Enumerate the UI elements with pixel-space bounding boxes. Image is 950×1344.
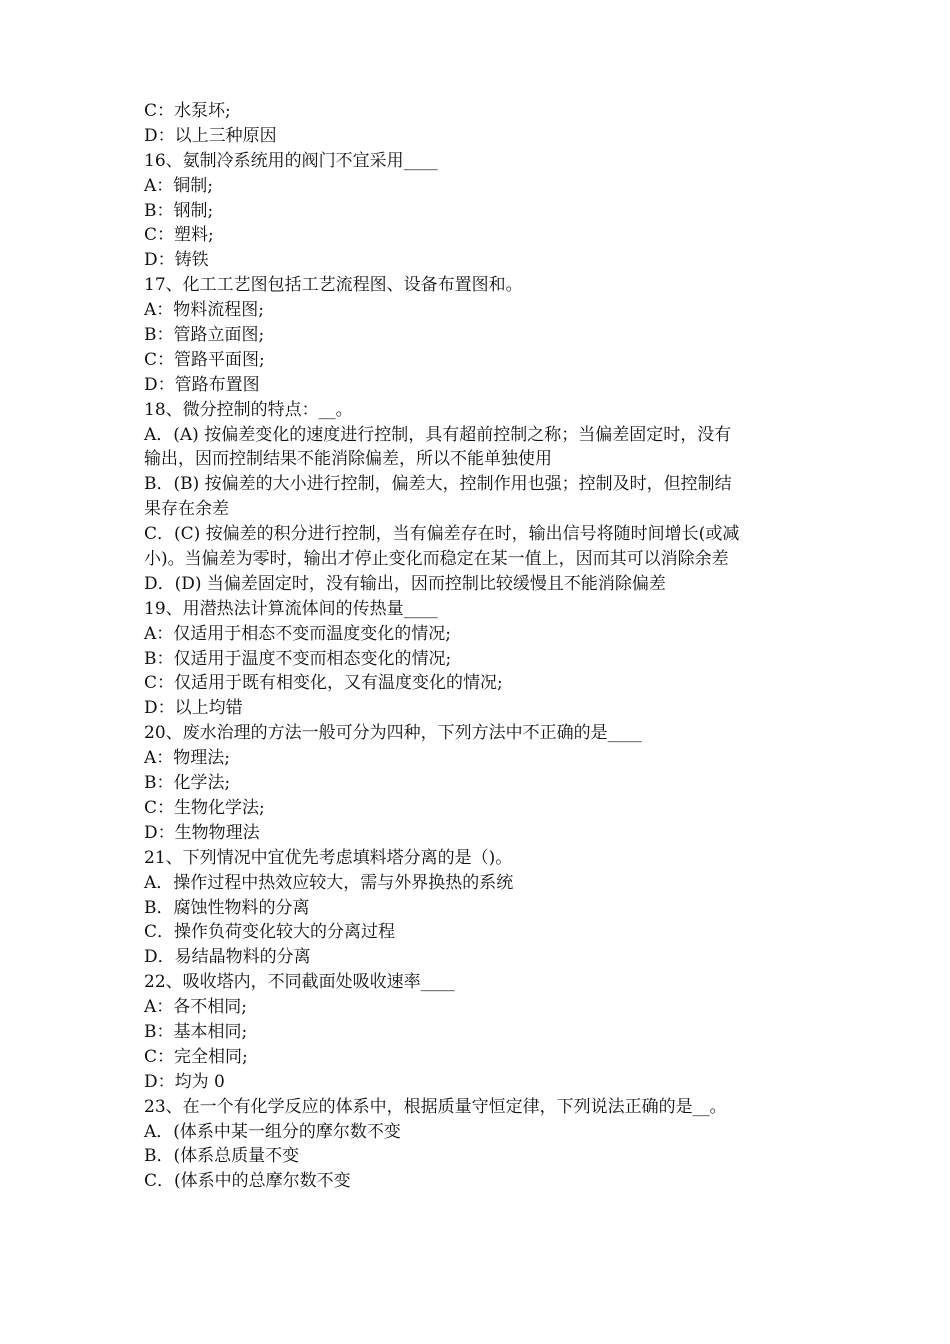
option-line: A：物理法; — [144, 748, 231, 769]
question-line: 17、化工工艺图包括工艺流程图、设备布置图和。 — [144, 275, 523, 296]
option-line: B：化学法; — [144, 773, 231, 794]
option-line: C：生物化学法; — [144, 797, 265, 818]
option-line: C：水泵坏; — [144, 101, 231, 121]
option-line: C．(C) 按偏差的积分进行控制，当有偏差存在时，输出信号将随时间增长(或减 — [144, 524, 740, 545]
option-line: A：铜制; — [144, 175, 214, 196]
option-line: B：基本相同; — [144, 1021, 248, 1042]
question-line: 23、在一个有化学反应的体系中，根据质量守恒定律，下列说法正确的是__。 — [144, 1096, 727, 1117]
option-line: C：塑料; — [144, 225, 214, 246]
question-line: 16、氨制冷系统用的阀门不宜采用____ — [144, 150, 438, 171]
question-line: 20、废水治理的方法一般可分为四种，下列方法中不正确的是____ — [144, 723, 642, 744]
option-line: C：仅适用于既有相变化，又有温度变化的情况; — [144, 673, 503, 694]
question-line: 21、下列情况中宜优先考虑填料塔分离的是（)。 — [144, 847, 513, 868]
option-line: C．(体系中的总摩尔数不变 — [144, 1171, 351, 1192]
option-line: A．(A) 按偏差变化的速度进行控制，具有超前控制之称；当偏差固定时，没有 — [144, 424, 732, 445]
option-line: D：均为 0 — [144, 1071, 225, 1092]
option-line: D：生物物理法 — [144, 822, 260, 843]
option-line: D：以上三种原因 — [144, 125, 277, 146]
option-line: D：管路布置图 — [144, 374, 260, 395]
option-line: B．(体系总质量不变 — [144, 1146, 300, 1167]
question-line: 19、用潜热法计算流体间的传热量____ — [144, 598, 438, 619]
option-line: D．易结晶物料的分离 — [144, 947, 311, 968]
question-line: 22、吸收塔内，不同截面处吸收速率____ — [144, 972, 455, 993]
option-line: C：完全相同; — [144, 1046, 248, 1067]
option-line: C：管路平面图; — [144, 349, 265, 370]
option-line: B：钢制; — [144, 200, 214, 221]
option-line: C．操作负荷变化较大的分离过程 — [144, 922, 396, 943]
option-line: D：以上均错 — [144, 698, 243, 719]
option-line: D．(D) 当偏差固定时，没有输出，因而控制比较缓慢且不能消除偏差 — [144, 573, 666, 594]
option-line: D：铸铁 — [144, 250, 209, 271]
option-line: A．操作过程中热效应较大，需与外界换热的系统 — [144, 872, 514, 893]
document-body — [144, 99, 812, 1194]
option-continuation-line: 输出，因而控制结果不能消除偏差，所以不能单独使用 — [144, 449, 552, 470]
option-continuation-line: 果存在余差 — [144, 499, 229, 520]
option-line: B：管路立面图; — [144, 325, 265, 346]
option-line: A：物料流程图; — [144, 300, 265, 321]
option-line: B．(B) 按偏差的大小进行控制，偏差大，控制作用也强；控制及时，但控制结 — [144, 474, 732, 495]
option-line: A．(体系中某一组分的摩尔数不变 — [144, 1121, 401, 1142]
option-line: A：各不相同; — [144, 997, 248, 1018]
option-line: A：仅适用于相态不变而温度变化的情况; — [144, 623, 452, 644]
question-line: 18、微分控制的特点：__。 — [144, 399, 353, 420]
option-line: B：仅适用于温度不变而相态变化的情况; — [144, 648, 452, 669]
option-line: B．腐蚀性物料的分离 — [144, 897, 310, 918]
option-continuation-line: 小)。当偏差为零时，输出才停止变化而稳定在某一值上，因而其可以消除余差 — [144, 549, 729, 570]
